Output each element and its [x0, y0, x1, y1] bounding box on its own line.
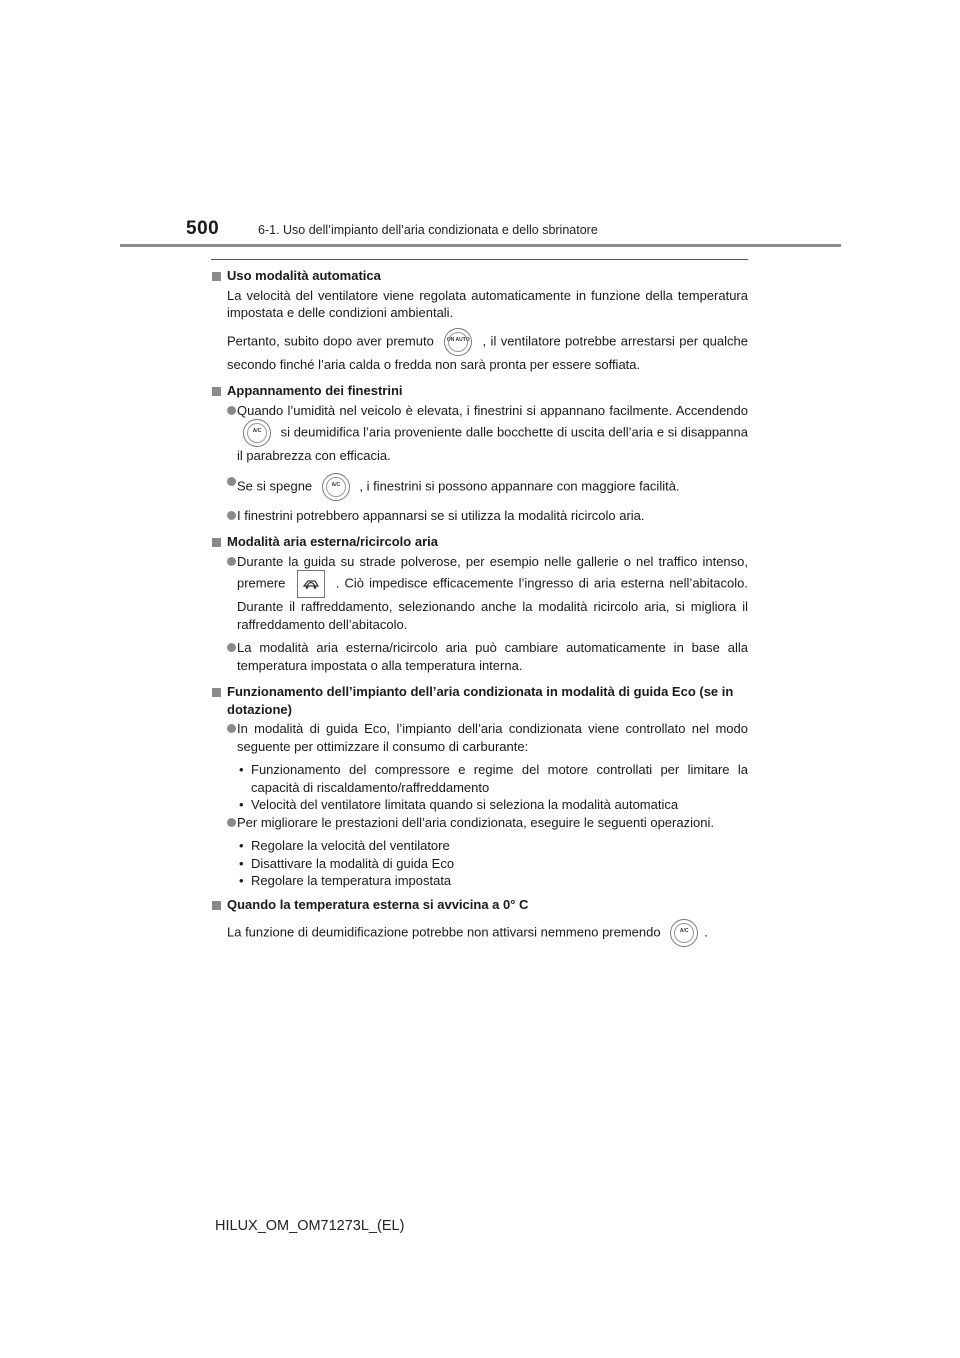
ac-button-icon: [670, 919, 698, 947]
dash-marker: •: [239, 855, 244, 871]
text-span: La funzione di deumidificazione potrebbe non attivarsi nemmeno premendo: [227, 924, 661, 940]
text-span: , il ventilatore potrebbe arrestarsi per qualche secondo finché l’aria calda o fredda non sarà pronta per essere soffiata.: [227, 332, 748, 372]
section-heading: [211, 683, 748, 718]
bullet-item: [211, 553, 748, 634]
text-span: , i finestrini si possono appannare con maggiore facilità.: [359, 477, 680, 493]
section-heading: [211, 382, 748, 400]
section-title: Appannamento dei finestrini: [227, 383, 403, 398]
document-code: HILUX_OM_OM71273L_(EL): [215, 1218, 405, 1234]
round-bullet-icon: [227, 724, 236, 733]
round-bullet-icon: [227, 511, 236, 520]
paragraph: La velocità del ventilatore viene regolata automaticamente in funzione della temperatura impostata e delle condizioni ambientali.: [227, 287, 748, 320]
dash-marker: •: [239, 838, 244, 853]
dash-item: [211, 796, 748, 814]
round-bullet-icon: [227, 818, 236, 827]
bullet-item: [211, 402, 748, 465]
text-span: Durante la guida su strade polverose, per esempio nelle gallerie o nel traffico intenso, premere: [237, 553, 748, 591]
round-bullet-icon: [227, 406, 236, 415]
text-span: si deumidifica l’aria proveniente dalle bocchette di uscita dell’aria e si disappanna il parabrezza con efficacia.: [237, 424, 748, 463]
bullet-item: [211, 639, 748, 674]
chapter-title: 6-1. Uso dell’impianto dell’aria condizionata e dello sbrinatore: [258, 223, 598, 237]
text-span: Disattivare la modalità di guida Eco: [251, 855, 455, 871]
round-bullet-icon: [227, 477, 236, 486]
text-span: La modalità aria esterna/ricircolo aria può cambiare automaticamente in base alla temperatura impostata o alla temperatura interna.: [237, 640, 748, 673]
round-bullet-icon: [227, 643, 236, 652]
dash-item: [211, 872, 748, 890]
square-bullet-icon: [212, 901, 221, 910]
section-heading: [211, 533, 748, 551]
text-span: I finestrini potrebbero appannarsi se si utilizza la modalità ricircolo aria.: [237, 507, 645, 523]
dash-marker: •: [239, 797, 244, 812]
text-span: Funzionamento del compressore e regime del motore controllati per limitare la capacità di riscaldamento/raffreddamento: [251, 762, 748, 795]
text-span: Regolare la velocità del ventilatore: [251, 838, 450, 853]
text-span: Se si spegne: [237, 477, 313, 493]
bullet-item: [211, 814, 748, 832]
dash-item: [211, 855, 748, 873]
section-rule: [211, 259, 748, 260]
recirculation-icon: [302, 578, 320, 590]
section-title: Quando la temperatura esterna si avvicina a 0° C: [227, 896, 529, 912]
round-bullet-icon: [227, 557, 236, 566]
ac-button-icon: [322, 473, 350, 501]
text-span: .: [704, 924, 708, 940]
dash-item: [211, 837, 748, 855]
section-title: Funzionamento dell’impianto dell’aria condizionata in modalità di guida Eco (se in dotazione): [227, 684, 734, 717]
recirculation-button-icon: [297, 570, 325, 598]
text-span: . Ciò impedisce efficacemente l’ingresso di aria esterna nell’abitacolo. Durante il raffreddamento, selezionando anche la modalità ricircolo aria, si migliora il raffreddamento dell’abitacolo.: [237, 575, 748, 632]
bullet-item: [211, 507, 748, 525]
square-bullet-icon: [212, 538, 221, 547]
icon-label: A/C: [679, 928, 689, 934]
icon-label: ON AUTO: [446, 336, 470, 343]
page-content: [211, 267, 748, 950]
text-span: Regolare la temperatura impostata: [251, 873, 452, 888]
icon-label: A/C: [331, 481, 341, 488]
text-span: Quando l’umidità nel veicolo è elevata, i finestrini si appannano facilmente. Accendendo: [237, 402, 748, 418]
text-span: Velocità del ventilatore limitata quando si seleziona la modalità automatica: [251, 797, 679, 812]
square-bullet-icon: [212, 688, 221, 697]
text-span: In modalità di guida Eco, l’impianto dell’aria condizionata viene controllato nel modo seguente per ottimizzare il consumo di carburante:: [237, 721, 748, 754]
section-title: Modalità aria esterna/ricircolo aria: [227, 534, 438, 549]
icon-label: A/C: [252, 428, 262, 434]
paragraph: [211, 919, 748, 947]
section-title: Uso modalità automatica: [227, 268, 381, 283]
ac-button-icon: [243, 419, 271, 447]
header-rule: [120, 244, 841, 247]
dash-marker: •: [239, 762, 244, 777]
dash-marker: •: [239, 873, 244, 888]
bullet-item: [211, 720, 748, 755]
text-span: Pertanto, subito dopo aver premuto: [227, 332, 434, 348]
bullet-item: [211, 473, 748, 501]
text-span: Per migliorare le prestazioni dell’aria condizionata, eseguire le seguenti operazioni.: [237, 814, 714, 830]
section-heading: [211, 896, 748, 914]
dash-item: [211, 761, 748, 796]
auto-button-icon: [444, 328, 472, 356]
section-heading: [211, 267, 748, 285]
square-bullet-icon: [212, 272, 221, 281]
paragraph: [211, 328, 748, 374]
square-bullet-icon: [212, 387, 221, 396]
page-number: 500: [186, 218, 220, 239]
